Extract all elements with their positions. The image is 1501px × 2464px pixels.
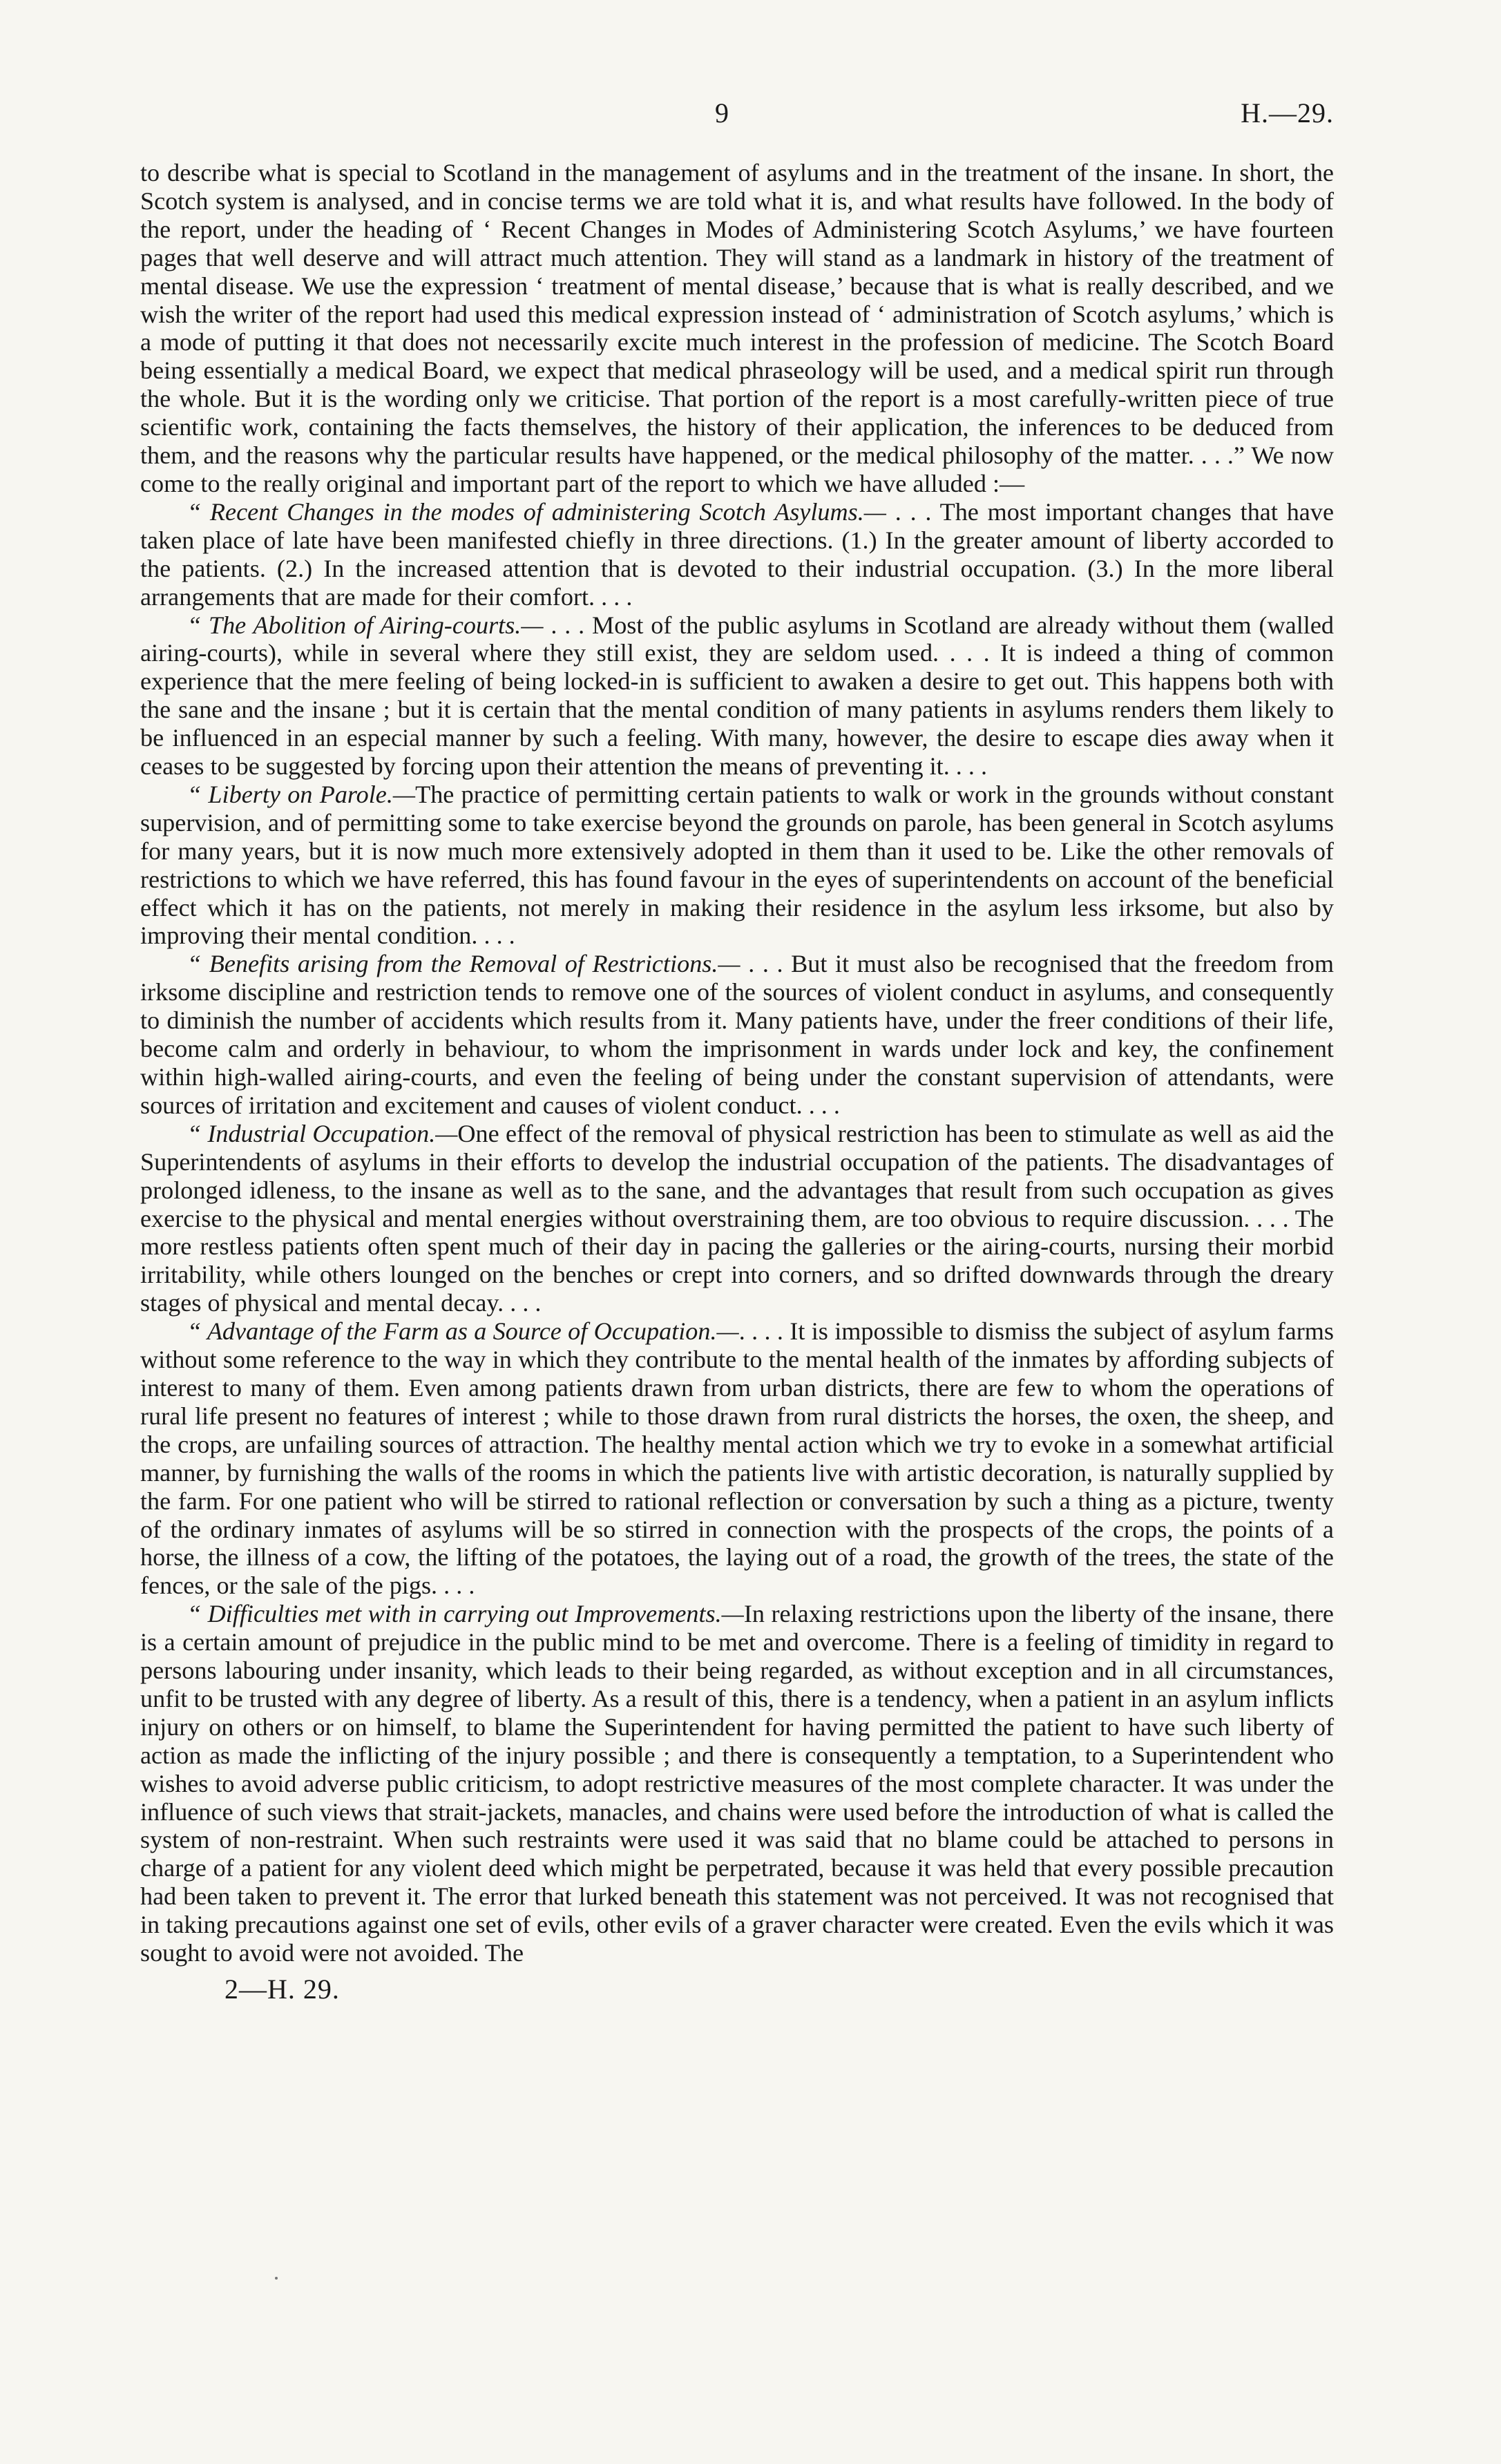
section-heading: “ Liberty on Parole.— xyxy=(187,780,416,808)
signature-mark: 2—H. 29. xyxy=(224,1974,340,2005)
paragraph xyxy=(140,1317,1334,1600)
paragraph xyxy=(140,498,1334,611)
paragraph-text: to describe what is special to Scotland in the management of asylums and in the treatment of the insane. In short, the Scotch system is analysed, and in concise terms we are told what it is, and what results have followed. In the body of the report, under the heading of ‘ Recent Changes in Modes of Administering Scotch Asylums,’ we have fourteen pages that well deserve and will attract much attention. They will stand as a landmark in history of the treatment of mental disease. We use the expression ‘ treatment of mental disease,’ because that is what is really described, and we wish the writer of the report had used this medical expression instead of ‘ administration of Scotch asylums,’ which is a mode of putting it that does not necessarily excite much interest in the profession of medicine. The Scotch Board being essentially a medical Board, we expect that medical phraseology will be used, and a medical spirit run through the whole. But it is the wording only we criticise. That portion of the report is a most carefully-written piece of true scientific work, containing the facts themselves, the history of their application, the inferences to be deduced from them, and the reasons why the particular results have happened, or the medical philosophy of the matter. . . .” We now come to the really original and important part of the report to which we have alluded :— xyxy=(140,159,1334,497)
section-heading: “ The Abolition of Airing-courts.— xyxy=(187,611,544,639)
paragraph xyxy=(140,950,1334,1119)
section-heading: “ Recent Changes in the modes of administering Scotch Asylums.— xyxy=(187,497,886,526)
document-reference: H.—29. xyxy=(1241,97,1334,128)
paragraph xyxy=(140,611,1334,781)
paragraph xyxy=(140,1120,1334,1317)
paragraph-text: In relaxing restrictions upon the liberty of the insane, there is a certain amount of prejudice in the public mind to be met and overcome. There is a feeling of timidity in regard to persons labouring under insanity, which leads to their being regarded, as without exception and in all circumstances, unfit to be trusted with any degree of liberty. As a result of this, there is a tendency, when a patient in an asylum inflicts injury on others or on himself, to blame the Superintendent for having permitted the patient to have such liberty of action as made the inflicting of the injury possible ; and there is consequently a temptation, to a Superintendent who wishes to avoid adverse public criticism, to adopt restrictive measures of the most complete character. It was under the influence of such views that strait-jackets, manacles, and chains were used before the introduction of what is called the system of non-restraint. When such restraints were used it was said that no blame could be attached to persons in charge of a patient for any violent deed which might be perpetrated, because it was held that every possible precaution had been taken to prevent it. The error that lurked beneath this statement was not perceived. It was not recognised that in taking precautions against one set of evils, other evils of a graver character were created. Even the evils which it was sought to avoid were not avoided. The xyxy=(140,1600,1334,1967)
paragraph xyxy=(140,781,1334,950)
section-heading: “ Industrial Occupation.— xyxy=(187,1119,458,1147)
paragraph-text: One effect of the removal of physical restriction has been to stimulate as well as aid the Superintendents of asylums in their efforts to develop the industrial occupation of the patients. The disadvantages of prolonged idleness, to the insane as well as to the sane, and the advantages that result from such occupation as gives exercise to the physical and mental energies without overstraining them, are too obvious to require discussion. . . . The more restless patients often spent much of their day in pacing the galleries or the airing-courts, nursing their morbid irritability, while others lounged on the benches or crept into corners, and so drifted downwards through the dreary stages of physical and mental decay. . . . xyxy=(140,1119,1334,1317)
section-heading: “ Benefits arising from the Removal of Restrictions.— xyxy=(187,950,740,978)
section-heading: “ Advantage of the Farm as a Source of Occupation.— xyxy=(187,1317,739,1346)
document-page xyxy=(140,97,1334,2005)
paragraph-text: The practice of permitting certain patients to walk or work in the grounds without constant supervision, and of permitting some to take exercise beyond the grounds on parole, has been general in Scotch asylums for many years, but it is now much more extensively adopted in them than it used to be. Like the other removals of restrictions to which we have referred, this has found favour in the eyes of superintendents on account of the beneficial effect which it has on the patients, not merely in making their residence in the asylum less irksome, but also by improving their mental condition. . . . xyxy=(140,780,1335,950)
page-header xyxy=(140,97,1334,159)
paragraph xyxy=(140,159,1334,498)
paragraph-text: . . . The most important changes that have taken place of late have been manifested chiefly in three directions. (1.) In the greater amount of liberty accorded to the patients. (2.) In the increased attention that is devoted to their industrial occupation. (3.) In the more liberal arrangements that are made for their comfort. . . . xyxy=(140,497,1334,611)
paragraph-text: . . . But it must also be recognised that the freedom from irksome discipline and restriction tends to remove one of the sources of violent conduct in asylums, and consequently to diminish the number of accidents which results from it. Many patients have, under the freer conditions of their life, become calm and orderly in behaviour, to whom the imprisonment in wards under lock and key, the confinement within high-walled airing-courts, and even the feeling of being under the constant supervision of attendants, were sources of irritation and excitement and causes of violent conduct. . . . xyxy=(140,950,1334,1119)
section-heading: “ Difficulties met with in carrying out Improvements.— xyxy=(187,1600,744,1628)
paragraph-text: . . . . It is impossible to dismiss the subject of asylum farms without some reference to the way in which they contribute to the mental health of the inmates by affording subjects of interest to many of them. Even among patients drawn from urban districts, there are few to whom the operations of rural life present no features of interest ; while to those drawn from rural districts the horses, the oxen, the sheep, and the crops, are unfailing sources of attraction. The healthy mental action which we try to evoke in a somewhat artificial manner, by furnishing the walls of the rooms in which the patients live with artistic decoration, is naturally supplied by the farm. For one patient who will be stirred to rational reflection or conversation by such a thing as a picture, twenty of the ordinary inmates of asylums will be so stirred in connection with the prospects of the crops, the points of a horse, the illness of a cow, the lifting of the potatoes, the laying out of a road, the growth of the trees, the state of the fences, or the sale of the pigs. . . . xyxy=(140,1317,1334,1600)
body-text xyxy=(140,159,1334,1967)
stray-ink-dot xyxy=(275,2277,278,2280)
page-number: 9 xyxy=(715,97,729,128)
paragraph-text: . . . Most of the public asylums in Scotland are already without them (walled airing-courts), while in several where they still exist, they are seldom used. . . . It is indeed a thing of common experience that the mere feeling of being locked-in is sufficient to awaken a desire to get out. This happens both with the sane and the insane ; but it is certain that the mental condition of many patients in asylums renders them likely to be influenced in an especial manner by such a feeling. With many, however, the desire to escape dies away when it ceases to be suggested by forcing upon their attention the means of preventing it. . . . xyxy=(140,611,1334,781)
paragraph xyxy=(140,1600,1334,1967)
